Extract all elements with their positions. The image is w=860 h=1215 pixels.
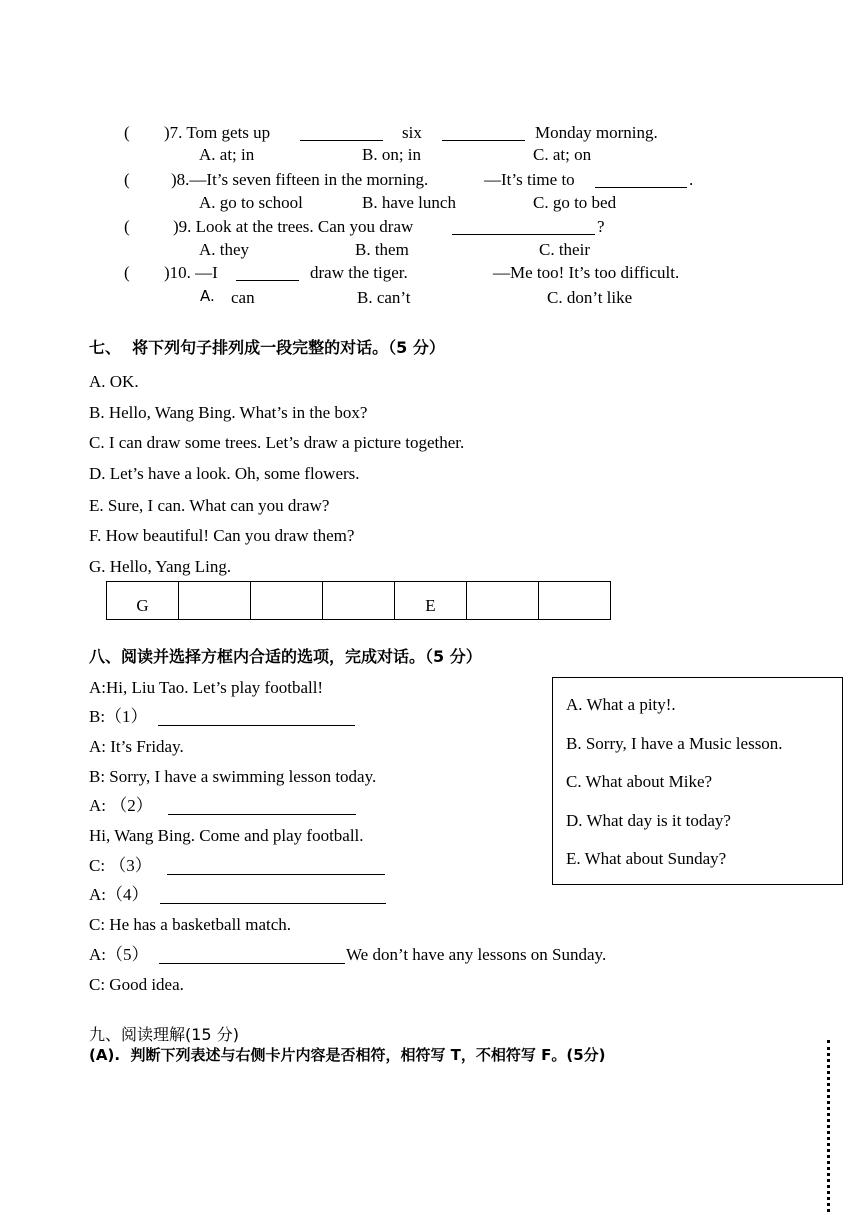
section-heading: 七、 将下列句子排列成一段完整的对话。（5 分） (89, 338, 445, 357)
dialogue-sentence: F. How beautiful! Can you draw them? (89, 526, 355, 545)
option-b: B. on; in (362, 145, 422, 164)
dialogue-line: A: （2） (89, 796, 153, 815)
option-a: A. go to school (199, 193, 303, 212)
dialogue-line: B: Sorry, I have a swimming lesson today. (89, 767, 377, 786)
answer-paren: ( (124, 123, 130, 142)
section-heading: 八、阅读并选择方框内合适的选项，完成对话。（5 分） (89, 647, 482, 666)
option-a: can (231, 288, 255, 307)
option-b: B. have lunch (362, 193, 456, 212)
option-item: E. What about Sunday? (566, 849, 727, 868)
option-b: B. can’t (357, 288, 411, 307)
question-stem: )10. —I (164, 263, 218, 282)
option-item: C. What about Mike? (566, 772, 713, 791)
answer-grid (106, 581, 611, 620)
dialogue-line: A: It’s Friday. (89, 737, 184, 756)
dialogue-line: We don’t have any lessons on Sunday. (346, 945, 607, 964)
option-item: B. Sorry, I have a Music lesson. (566, 734, 783, 753)
dialogue-line: A:Hi, Liu Tao. Let’s play football! (89, 678, 324, 697)
answer-paren: ( (124, 170, 130, 189)
question-stem: )8.—It’s seven fifteen in the morning. (171, 170, 429, 189)
answer-cell[interactable] (539, 582, 611, 620)
answer-blank[interactable] (442, 126, 525, 141)
dialogue-sentence: D. Let’s have a look. Oh, some flowers. (89, 464, 360, 483)
section-heading: 九、阅读理解(15 分) (89, 1025, 239, 1044)
dialogue-line: C: （3） (89, 856, 152, 875)
option-a: A. at; in (199, 145, 255, 164)
dialogue-line: B:（1） (89, 707, 148, 726)
option-item: A. What a pity!. (566, 695, 676, 714)
option-b: B. them (355, 240, 409, 259)
dialogue-line: A:（5） (89, 945, 149, 964)
option-c: C. don’t like (547, 288, 633, 307)
answer-cell[interactable] (323, 582, 395, 620)
answer-paren: ( (124, 263, 130, 282)
dialogue-line: A:（4） (89, 885, 149, 904)
answer-blank[interactable] (452, 220, 595, 235)
question-reply: —It’s time to (484, 170, 575, 189)
option-c: C. at; on (533, 145, 592, 164)
answer-cell[interactable] (251, 582, 323, 620)
answer-blank[interactable] (167, 860, 385, 875)
option-c: C. their (539, 240, 590, 259)
answer-blank[interactable] (158, 711, 355, 726)
dialogue-sentence: E. Sure, I can. What can you draw? (89, 496, 330, 515)
dialogue-sentence: A. OK. (89, 372, 139, 391)
option-item: D. What day is it today? (566, 811, 731, 830)
question-text: six (402, 123, 422, 142)
section-subheading: (A). 判断下列表述与右侧卡片内容是否相符，相符写 T，不相符写 F。(5分) (89, 1046, 606, 1064)
dialogue-sentence: C. I can draw some trees. Let’s draw a picture together. (89, 433, 465, 452)
question-stem: )9. Look at the trees. Can you draw (173, 217, 414, 236)
dialogue-line: Hi, Wang Bing. Come and play football. (89, 826, 364, 845)
dialogue-sentence: B. Hello, Wang Bing. What’s in the box? (89, 403, 368, 422)
option-a-letter: A. (200, 287, 215, 305)
question-stem: )7. Tom gets up (164, 123, 271, 142)
question-text: . (689, 170, 694, 189)
answer-blank[interactable] (159, 949, 345, 964)
answer-blank[interactable] (160, 889, 386, 904)
question-text: draw the tiger. (310, 263, 408, 282)
answer-blank[interactable] (236, 266, 299, 281)
question-reply: —Me too! It’s too difficult. (493, 263, 680, 282)
answer-blank[interactable] (168, 800, 356, 815)
answer-cell[interactable]: G (107, 582, 179, 620)
dialogue-sentence: G. Hello, Yang Ling. (89, 557, 232, 576)
answer-blank[interactable] (595, 173, 687, 188)
dialogue-line: C: He has a basketball match. (89, 915, 292, 934)
option-a: A. they (199, 240, 250, 259)
question-text: ? (597, 217, 605, 236)
dialogue-line: C: Good idea. (89, 975, 184, 994)
binding-margin-dots (827, 1040, 834, 1212)
question-text: Monday morning. (535, 123, 658, 142)
option-c: C. go to bed (533, 193, 617, 212)
answer-paren: ( (124, 217, 130, 236)
answer-cell[interactable]: E (395, 582, 467, 620)
answer-cell[interactable] (179, 582, 251, 620)
answer-blank[interactable] (300, 126, 383, 141)
answer-cell[interactable] (467, 582, 539, 620)
